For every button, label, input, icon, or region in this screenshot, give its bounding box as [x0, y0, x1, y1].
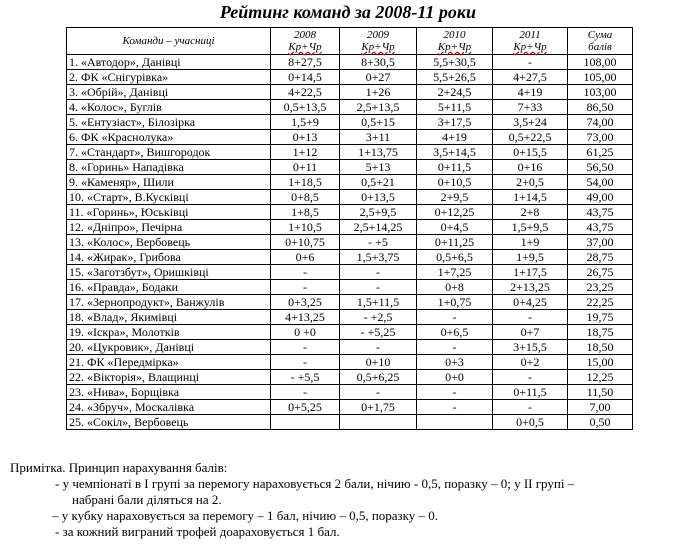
score-cell-2011: 2+13,25 [493, 280, 568, 295]
table-row [67, 280, 633, 295]
score-cell-2009 [340, 415, 417, 430]
table-row [67, 190, 633, 205]
sum-cell: 22,25 [568, 295, 633, 310]
score-cell-2009: - +5 [340, 235, 417, 250]
team-name-cell: 17. «Зернопродукт», Ванжулів [67, 295, 271, 310]
score-cell-2010: 3+17,5 [417, 115, 493, 130]
score-cell-2011: 1+9,5 [493, 250, 568, 265]
score-cell-2010: 0+11,5 [417, 160, 493, 175]
table-row [67, 265, 633, 280]
page-title: Рейтинг команд за 2008-11 роки [219, 2, 477, 22]
score-cell-2008: - [271, 265, 340, 280]
score-cell-2011: - [493, 400, 568, 415]
score-cell-2010: 3,5+14,5 [417, 145, 493, 160]
table-row [67, 340, 633, 355]
header-teams: Команди – учасниці [67, 28, 271, 55]
score-cell-2011: 1+9 [493, 235, 568, 250]
score-cell-2010: 2+24,5 [417, 85, 493, 100]
sum-cell: 11,50 [568, 385, 633, 400]
score-cell-2008: 0+14,5 [271, 70, 340, 85]
score-cell-2009: 0,5+21 [340, 175, 417, 190]
score-cell-2009: - +2,5 [340, 310, 417, 325]
score-cell-2011: 2+8 [493, 205, 568, 220]
table-header-row [67, 28, 633, 55]
score-cell-2009: 5+13 [340, 160, 417, 175]
team-name-cell: 11. «Горинь», Юськівці [67, 205, 271, 220]
score-cell-2008: 0+11 [271, 160, 340, 175]
sum-cell: 15,00 [568, 355, 633, 370]
sum-cell: 28,75 [568, 250, 633, 265]
header-sub-2008: Кр+Чр [288, 41, 322, 53]
score-cell-2008: 0+3,25 [271, 295, 340, 310]
score-cell-2010: 2+9,5 [417, 190, 493, 205]
score-cell-2009: 3+11 [340, 130, 417, 145]
score-cell-2011: 3,5+24 [493, 115, 568, 130]
score-cell-2008 [271, 415, 340, 430]
team-name-cell: 7. «Стандарт», Вишгородок [67, 145, 271, 160]
header-year-2011: 2011 [519, 29, 541, 41]
score-cell-2008: - [271, 340, 340, 355]
score-cell-2011: 4+19 [493, 85, 568, 100]
table-row [67, 370, 633, 385]
header-year-2009: 2009 [367, 29, 389, 41]
score-cell-2011: 0+4,25 [493, 295, 568, 310]
score-cell-2008: 0+8,5 [271, 190, 340, 205]
score-cell-2010 [417, 415, 493, 430]
score-cell-2008: - [271, 385, 340, 400]
team-name-cell: 1. «Автодор», Данівці [67, 55, 271, 70]
header-2011 [493, 28, 568, 55]
table-row [67, 400, 633, 415]
score-cell-2009: - [340, 280, 417, 295]
score-cell-2008: 1+8,5 [271, 205, 340, 220]
score-cell-2010: 0+4,5 [417, 220, 493, 235]
score-cell-2011: 0+16 [493, 160, 568, 175]
sum-cell: 108,00 [568, 55, 633, 70]
score-cell-2009: 0,5+15 [340, 115, 417, 130]
table-body [67, 55, 633, 430]
rating-table [66, 27, 633, 430]
note-heading: Примітка. Принцип нарахування балів: [10, 460, 228, 475]
sum-cell: 74,00 [568, 115, 633, 130]
score-cell-2011: 0+2 [493, 355, 568, 370]
score-cell-2008: 0 +0 [271, 325, 340, 340]
team-name-cell: 10. «Старт», В.Кусківці [67, 190, 271, 205]
header-year-2010: 2010 [443, 29, 466, 41]
table-row [67, 235, 633, 250]
score-cell-2010: 1+0,75 [417, 295, 493, 310]
score-cell-2010: - [417, 310, 493, 325]
score-cell-2010: - [417, 400, 493, 415]
sum-cell: 0,50 [568, 415, 633, 430]
sum-cell: 18,75 [568, 325, 633, 340]
team-name-cell: 21. ФК «Передмірка» [67, 355, 271, 370]
team-name-cell: 2. ФК «Снігурівка» [67, 70, 271, 85]
score-cell-2011: - [493, 55, 568, 70]
score-cell-2008: 8+27,5 [271, 55, 340, 70]
header-sum-line1: Сума [587, 29, 613, 41]
score-cell-2008: 4+22,5 [271, 85, 340, 100]
score-cell-2010: 5+11,5 [417, 100, 493, 115]
note-cup: – у кубку нараховується за перемогу – 1 бал, нічию – 0,5, поразку – 0. [52, 508, 439, 523]
score-cell-2008: - [271, 280, 340, 295]
team-name-cell: 24. «Збруч», Москалівка [67, 400, 271, 415]
score-cell-2009: - [340, 385, 417, 400]
score-cell-2011: 0+11,5 [493, 385, 568, 400]
score-cell-2008: - +5,5 [271, 370, 340, 385]
score-cell-2011: 0,5+22,5 [493, 130, 568, 145]
score-cell-2011: 4+27,5 [493, 70, 568, 85]
table-row [67, 70, 633, 85]
sum-cell: 54,00 [568, 175, 633, 190]
sum-cell: 12,25 [568, 370, 633, 385]
score-cell-2008: 0+10,75 [271, 235, 340, 250]
table-row [67, 355, 633, 370]
header-sub-2009: Кр+Чр [361, 41, 395, 53]
header-sum [568, 28, 633, 55]
score-cell-2011: 1,5+9,5 [493, 220, 568, 235]
table-row [67, 85, 633, 100]
score-cell-2008: 4+13,25 [271, 310, 340, 325]
table-row [67, 295, 633, 310]
score-cell-2010: - [417, 385, 493, 400]
table-row [67, 205, 633, 220]
score-cell-2008: 0+5,25 [271, 400, 340, 415]
team-name-cell: 20. «Цукровик», Данівці [67, 340, 271, 355]
team-name-cell: 19. «Іскра», Молотків [67, 325, 271, 340]
score-cell-2010: 0,5+6,5 [417, 250, 493, 265]
sum-cell: 49,00 [568, 190, 633, 205]
table-row [67, 175, 633, 190]
table-row [67, 130, 633, 145]
score-cell-2010: 0+8 [417, 280, 493, 295]
score-cell-2010: 1+7,25 [417, 265, 493, 280]
score-cell-2008: 0+13 [271, 130, 340, 145]
table-row [67, 250, 633, 265]
score-cell-2009: 0+1,75 [340, 400, 417, 415]
team-name-cell: 4. «Колос», Буглів [67, 100, 271, 115]
team-name-cell: 22. «Вікторія», Влащинці [67, 370, 271, 385]
team-name-cell: 9. «Каменяр», Шили [67, 175, 271, 190]
score-cell-2009: 0+10 [340, 355, 417, 370]
score-cell-2010: 0+3 [417, 355, 493, 370]
sum-cell: 37,00 [568, 235, 633, 250]
score-cell-2011: 0+15,5 [493, 145, 568, 160]
table-row [67, 310, 633, 325]
sum-cell: 18,50 [568, 340, 633, 355]
sum-cell: 43,75 [568, 220, 633, 235]
sum-cell: 86,50 [568, 100, 633, 115]
score-cell-2009: 1+26 [340, 85, 417, 100]
score-cell-2010: 5,5+26,5 [417, 70, 493, 85]
score-cell-2009: - +5,25 [340, 325, 417, 340]
team-name-cell: 3. «Обрій», Данівці [67, 85, 271, 100]
score-cell-2010: 0+0 [417, 370, 493, 385]
sum-cell: 23,25 [568, 280, 633, 295]
table-row [67, 145, 633, 160]
team-name-cell: 8. «Горинь» Нападівка [67, 160, 271, 175]
team-name-cell: 18. «Влад», Якимівці [67, 310, 271, 325]
header-sub-2010: Кр+Чр [437, 41, 472, 53]
score-cell-2009: 2,5+13,5 [340, 100, 417, 115]
score-cell-2010: 0+6,5 [417, 325, 493, 340]
score-cell-2009: 8+30,5 [340, 55, 417, 70]
team-name-cell: 15. «Заготзбут», Оришківці [67, 265, 271, 280]
table-row [67, 415, 633, 430]
score-cell-2010: 0+10,5 [417, 175, 493, 190]
table-row [67, 385, 633, 400]
score-cell-2009: 2,5+14,25 [340, 220, 417, 235]
sum-cell: 103,00 [568, 85, 633, 100]
score-cell-2009: - [340, 265, 417, 280]
team-name-cell: 23. «Нива», Борщівка [67, 385, 271, 400]
header-sum-line2: балів [588, 41, 612, 53]
score-cell-2011: 7+33 [493, 100, 568, 115]
sum-cell: 56,50 [568, 160, 633, 175]
score-cell-2009: 1,5+11,5 [340, 295, 417, 310]
sum-cell: 105,00 [568, 70, 633, 85]
sum-cell: 26,75 [568, 265, 633, 280]
header-2008 [271, 28, 340, 55]
header-year-2008: 2008 [294, 29, 316, 41]
note-championship-cont: набрані бали діляться на 2. [72, 492, 222, 507]
team-name-cell: 12. «Дніпро», Печірна [67, 220, 271, 235]
team-name-cell: 13. «Колос», Вербовець [67, 235, 271, 250]
score-cell-2010: - [417, 340, 493, 355]
table-row [67, 100, 633, 115]
score-cell-2008: 1+10,5 [271, 220, 340, 235]
header-2010 [417, 28, 493, 55]
score-cell-2010: 4+19 [417, 130, 493, 145]
sum-cell: 73,00 [568, 130, 633, 145]
score-cell-2010: 5,5+30,5 [417, 55, 493, 70]
score-cell-2009: 2,5+9,5 [340, 205, 417, 220]
table-row [67, 220, 633, 235]
score-cell-2011: 0+0,5 [493, 415, 568, 430]
sum-cell: 7,00 [568, 400, 633, 415]
score-cell-2009: - [340, 340, 417, 355]
score-cell-2011: 1+14,5 [493, 190, 568, 205]
score-cell-2009: 0+13,5 [340, 190, 417, 205]
score-cell-2009: 0,5+6,25 [340, 370, 417, 385]
table-row [67, 115, 633, 130]
note-trophy: - за кожний виграний трофей доараховується 1 бал. [55, 524, 340, 539]
score-cell-2008: 1,5+9 [271, 115, 340, 130]
score-cell-2011: - [493, 310, 568, 325]
score-cell-2010: 0+11,25 [417, 235, 493, 250]
score-cell-2010: 0+12,25 [417, 205, 493, 220]
team-name-cell: 14. «Жирак», Грибова [67, 250, 271, 265]
notes-block [10, 460, 575, 540]
score-cell-2011: 0+7 [493, 325, 568, 340]
score-cell-2009: 1,5+3,75 [340, 250, 417, 265]
score-cell-2011: 3+15,5 [493, 340, 568, 355]
score-cell-2008: 1+12 [271, 145, 340, 160]
score-cell-2008: - [271, 355, 340, 370]
sum-cell: 61,25 [568, 145, 633, 160]
header-2009 [340, 28, 417, 55]
table-row [67, 325, 633, 340]
score-cell-2008: 0,5+13,5 [271, 100, 340, 115]
table-row [67, 160, 633, 175]
note-championship: - у чемпіонаті в І групі за перемогу нараховується 2 бали, нічию - 0,5, поразку – 0; у ІІ групі – [55, 476, 575, 491]
score-cell-2011: - [493, 370, 568, 385]
team-name-cell: 5. «Ентузіаст», Білозірка [67, 115, 271, 130]
team-name-cell: 16. «Правда», Бодаки [67, 280, 271, 295]
score-cell-2008: 0+6 [271, 250, 340, 265]
score-cell-2011: 1+17,5 [493, 265, 568, 280]
sum-cell: 43,75 [568, 205, 633, 220]
team-name-cell: 6. ФК «Краснолука» [67, 130, 271, 145]
table-row [67, 55, 633, 70]
team-name-cell: 25. «Сокіл», Вербовець [67, 415, 271, 430]
sum-cell: 19,75 [568, 310, 633, 325]
score-cell-2008: 1+18,5 [271, 175, 340, 190]
score-cell-2009: 0+27 [340, 70, 417, 85]
score-cell-2009: 1+13,75 [340, 145, 417, 160]
score-cell-2011: 2+0,5 [493, 175, 568, 190]
header-sub-2011: Кр+Чр [513, 41, 547, 53]
